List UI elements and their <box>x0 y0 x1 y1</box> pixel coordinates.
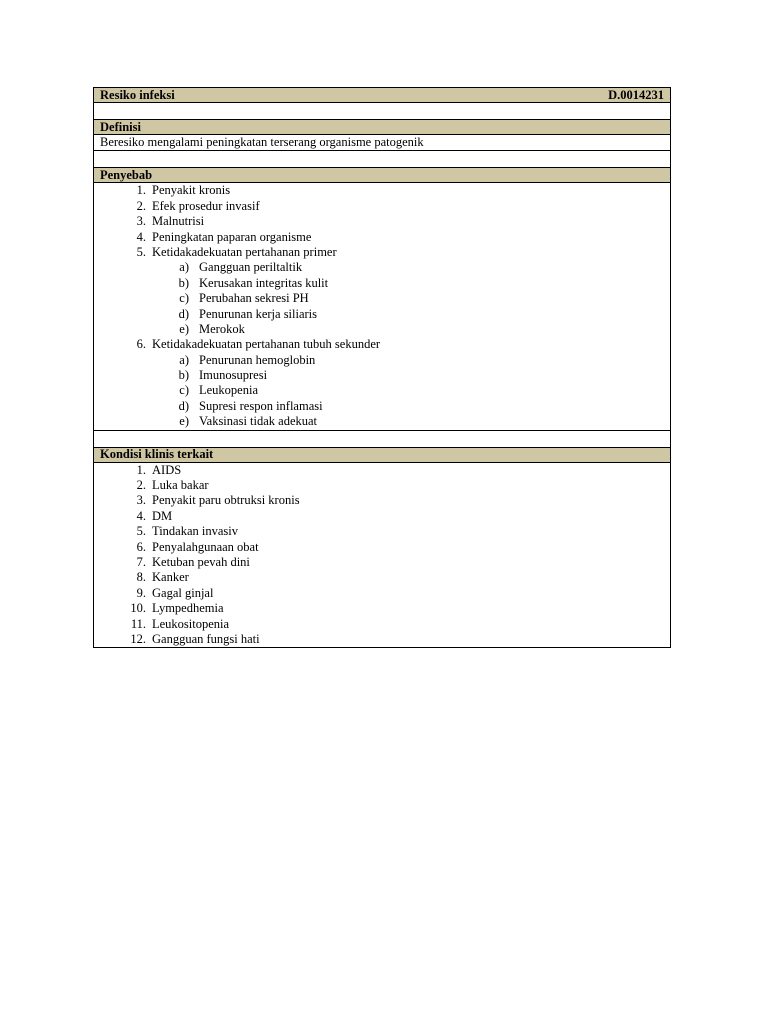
spacer <box>93 103 671 119</box>
list-item-text: Ketuban pevah dini <box>152 554 250 569</box>
list-item <box>100 493 664 508</box>
list-item <box>100 555 664 570</box>
list-item-text: Imunosupresi <box>199 368 268 383</box>
kondisi-list <box>93 463 671 649</box>
list-item <box>100 230 664 245</box>
list-item <box>100 322 664 337</box>
list-item-number: e) <box>179 414 189 429</box>
list-item <box>100 214 664 229</box>
list-item-number: d) <box>178 306 189 321</box>
list-item-text: Kerusakan integritas kulit <box>199 275 329 290</box>
list-item-text: Gangguan periltaltik <box>199 260 303 275</box>
diagnosis-code: D.0014231 <box>608 87 664 102</box>
list-item-text: DM <box>152 508 173 523</box>
list-item-text: Luka bakar <box>152 478 209 493</box>
list-item <box>100 183 664 198</box>
list-item-text: Leukopenia <box>199 383 259 398</box>
list-item-text: Supresi respon inflamasi <box>199 398 323 413</box>
spacer <box>93 151 671 167</box>
list-item-number: e) <box>179 321 189 336</box>
list-item-text: Vaksinasi tidak adekuat <box>199 414 318 429</box>
list-item-number: 5. <box>136 524 146 539</box>
list-item-number: 7. <box>136 554 146 569</box>
list-item <box>100 383 664 398</box>
list-item-text: Malnutrisi <box>152 214 205 229</box>
list-item <box>100 570 664 585</box>
definisi-content <box>93 135 671 151</box>
list-item-number: 11. <box>130 616 146 631</box>
list-item-number: 3. <box>136 493 146 508</box>
list-item-number: 1. <box>136 462 146 477</box>
list-item <box>100 463 664 478</box>
list-item-text: Gagal ginjal <box>152 585 214 600</box>
list-item <box>100 368 664 383</box>
list-item-text: Leukositopenia <box>152 616 230 631</box>
list-item <box>100 353 664 368</box>
list-item <box>100 276 664 291</box>
list-item-number: 9. <box>136 585 146 600</box>
list-item <box>100 509 664 524</box>
list-item <box>100 245 664 260</box>
list-item <box>100 586 664 601</box>
penyebab-list <box>93 183 671 430</box>
list-item-number: 2. <box>136 198 146 213</box>
spacer <box>93 431 671 447</box>
list-item-text: Kanker <box>152 570 189 585</box>
list-item-number: 1. <box>136 183 146 198</box>
list-item <box>100 478 664 493</box>
list-item <box>100 601 664 616</box>
list-item-number: 6. <box>136 539 146 554</box>
list-item-text: Ketidakadekuatan pertahanan tubuh sekunder <box>152 337 381 352</box>
list-item-number: b) <box>178 368 189 383</box>
list-item <box>100 540 664 555</box>
definisi-text: Beresiko mengalami peningkatan terserang organisme patogenik <box>100 135 424 149</box>
list-item-number: 12. <box>130 631 146 646</box>
list-item-text: Lympedhemia <box>152 601 224 616</box>
list-item-number: d) <box>178 398 189 413</box>
list-item <box>100 399 664 414</box>
diagnosis-title: Resiko infeksi <box>100 87 175 102</box>
list-item-number: c) <box>179 383 189 398</box>
list-item <box>100 199 664 214</box>
list-item-text: Gangguan fungsi hati <box>152 631 260 646</box>
list-item-text: Penurunan hemoglobin <box>199 352 316 367</box>
list-item <box>100 524 664 539</box>
list-item-text: Penurunan kerja siliaris <box>199 306 318 321</box>
list-item-number: c) <box>179 291 189 306</box>
section-heading-penyebab: Penyebab <box>93 167 671 183</box>
list-item-text: Merokok <box>199 321 245 336</box>
list-item-text: Penyakit kronis <box>152 183 231 198</box>
nursing-diagnosis-table <box>93 87 671 648</box>
list-item-number: 4. <box>136 229 146 244</box>
list-item <box>100 632 664 647</box>
list-item-text: Peningkatan paparan organisme <box>152 229 312 244</box>
list-item <box>100 291 664 306</box>
list-item <box>100 414 664 429</box>
list-item <box>100 260 664 275</box>
list-item-number: b) <box>178 275 189 290</box>
diagnosis-header <box>93 87 671 103</box>
list-item-text: Efek prosedur invasif <box>152 198 260 213</box>
list-item <box>100 307 664 322</box>
list-item-text: AIDS <box>152 462 182 477</box>
list-item-number: 2. <box>136 478 146 493</box>
list-item-text: Penyalahgunaan obat <box>152 539 259 554</box>
list-item-number: a) <box>179 352 189 367</box>
section-heading-definisi: Definisi <box>93 119 671 135</box>
list-item <box>100 617 664 632</box>
list-item-text: Tindakan invasiv <box>152 524 238 539</box>
list-item-text: Perubahan sekresi PH <box>199 291 309 306</box>
list-item-number: 5. <box>136 244 146 259</box>
list-item-number: 10. <box>130 601 146 616</box>
list-item-number: a) <box>179 260 189 275</box>
list-item <box>100 337 664 352</box>
list-item-number: 4. <box>136 508 146 523</box>
list-item-number: 8. <box>136 570 146 585</box>
list-item-text: Penyakit paru obtruksi kronis <box>152 493 300 508</box>
list-item-number: 6. <box>136 337 146 352</box>
list-item-text: Ketidakadekuatan pertahanan primer <box>152 244 337 259</box>
list-item-number: 3. <box>136 214 146 229</box>
section-heading-kondisi: Kondisi klinis terkait <box>93 447 671 463</box>
